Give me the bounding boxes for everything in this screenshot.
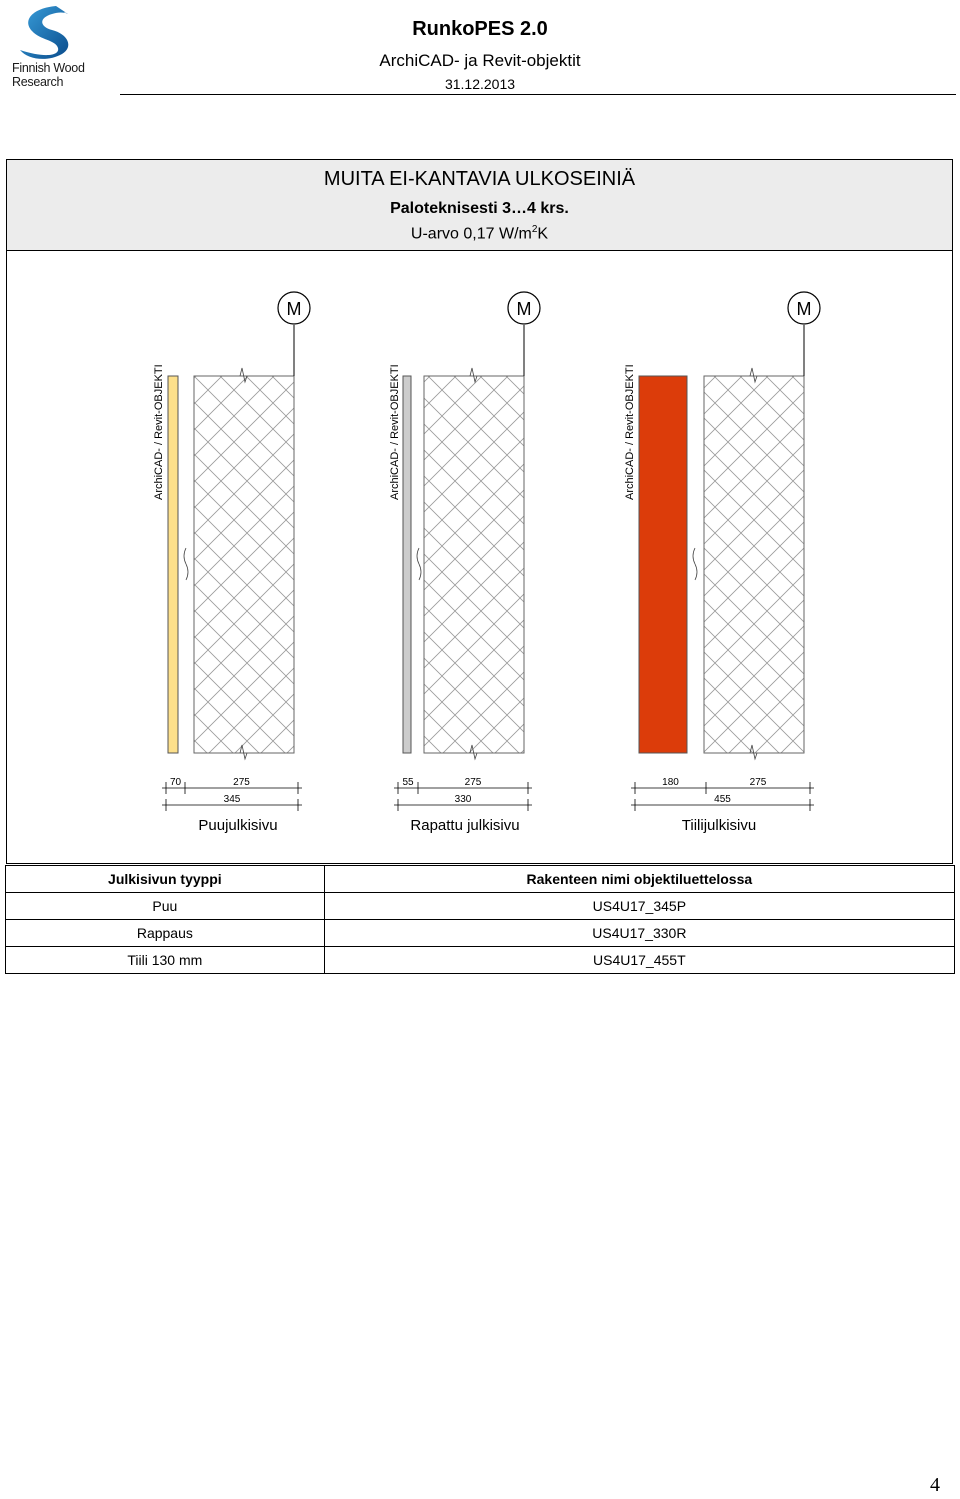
structure-name-cell: US4U17_455T [324,947,954,974]
insulation-layer [194,376,294,753]
facade-layer [639,376,687,753]
section-subtitle: Paloteknisesti 3…4 krs. [390,200,569,217]
marker-label: M [516,299,532,319]
wall-section-2 [389,292,540,834]
dim-frame-label: 275 [749,777,767,788]
wall-section-1 [153,292,310,834]
dim-outer-label: 180 [662,777,679,788]
break-symbol-facade [417,548,421,580]
wall-type-name: Rapattu julkisivu [410,817,520,834]
document-subtitle: ArchiCAD- ja Revit-objektit [379,51,581,70]
facade-type-cell: Rappaus [6,920,325,947]
u-value-suffix: K [537,225,549,243]
dim-outer-label: 55 [402,777,414,788]
wall-types-table [5,865,955,974]
facade-layer [403,376,411,753]
document-date: 31.12.2013 [444,76,516,92]
logo-line-1: Finnish Wood [12,61,85,75]
table-header-row [6,866,955,893]
table-row [6,920,955,947]
object-label: ArchiCAD- / Revit-OBJEKTI [389,364,401,500]
dim-total-label: 345 [223,794,241,805]
structure-name-cell: US4U17_345P [324,893,954,920]
col-header-facade-type: Julkisivun tyyppi [6,866,325,893]
object-label: ArchiCAD- / Revit-OBJEKTI [153,364,165,500]
logo-line-2: Research [12,75,64,89]
facade-type-cell: Puu [6,893,325,920]
dim-frame-label: 275 [464,777,482,788]
object-label: ArchiCAD- / Revit-OBJEKTI [624,364,636,500]
page-number: 4 [930,1474,940,1496]
insulation-layer [704,376,804,753]
break-symbol-facade [184,548,188,580]
table-row [6,947,955,974]
marker-label: M [796,299,812,319]
dim-total-label: 330 [454,794,472,805]
wall-section-3 [624,292,820,834]
break-symbol-facade [693,548,697,580]
table-row [6,893,955,920]
dim-outer-label: 70 [169,777,182,788]
wall-type-name: Puujulkisivu [198,817,278,834]
insulation-layer [424,376,524,753]
marker-label: M [286,299,302,319]
facade-type-cell: Tiili 130 mm [6,947,325,974]
dim-total-label: 455 [714,794,731,805]
col-header-structure-name: Rakenteen nimi objektiluettelossa [324,866,954,893]
dim-frame-label: 275 [233,777,250,788]
facade-layer [168,376,178,753]
u-value-prefix: U-arvo 0,17 W/m [410,225,532,243]
section-title: MUITA EI-KANTAVIA ULKOSEINIÄ [323,168,636,190]
u-value-sup: 2 [531,224,538,235]
document-title: RunkoPES 2.0 [412,18,548,40]
wall-type-name: Tiilijulkisivu [681,817,757,834]
structure-name-cell: US4U17_330R [324,920,954,947]
